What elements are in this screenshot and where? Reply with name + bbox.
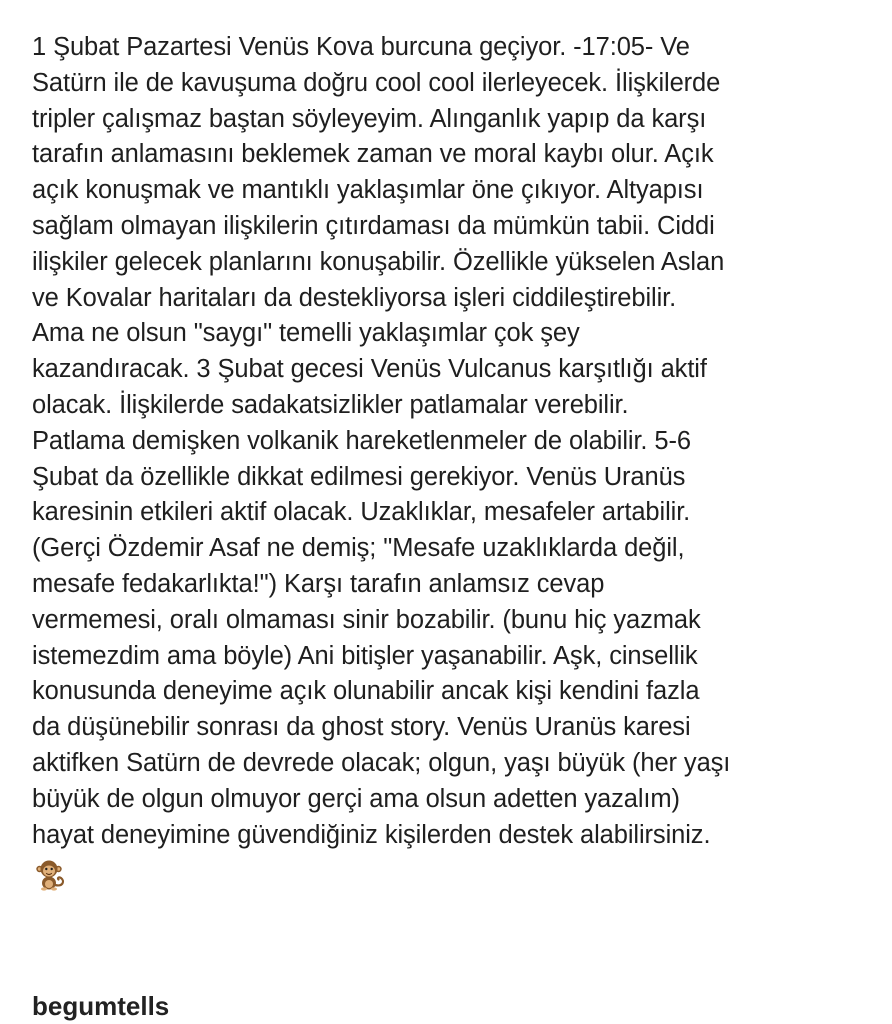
caption-line: kazandıracak. 3 Şubat gecesi Venüs Vulcanus karşıtlığı aktif (32, 355, 707, 384)
caption-line: mesafe fedakarlıkta!") Karşı tarafın anlamsız cevap (32, 569, 605, 598)
caption-line: da düşünebilir sonrası da ghost story. Venüs Uranüs karesi (32, 713, 691, 742)
caption-line: hayat deneyimine güvendiğiniz kişilerden destek alabilirsiniz. (32, 820, 711, 849)
caption-line: tarafın anlamasını beklemek zaman ve moral kaybı olur. Açık (32, 140, 714, 169)
caption-line: Satürn ile de kavuşuma doğru cool cool ilerleyecek. İlişkilerde (32, 68, 721, 97)
author-username[interactable]: begumtells (32, 991, 170, 1021)
post-caption (32, 30, 862, 897)
caption-line: Patlama demişken volkanik hareketlenmeler de olabilir. 5-6 (32, 426, 691, 455)
caption-line: büyük de olgun olmuyor gerçi ama olsun adetten yazalım) (32, 784, 680, 813)
caption-line: karesinin etkileri aktif olacak. Uzaklıklar, mesafeler artabilir. (32, 498, 691, 527)
caption-line: olacak. İlişkilerde sadakatsizlikler patlamalar verebilir. (32, 390, 629, 419)
caption-line: aktifken Satürn de devrede olacak; olgun, yaşı büyük (her yaşı (32, 748, 731, 777)
caption-line: 1 Şubat Pazartesi Venüs Kova burcuna geçiyor. -17:05- Ve (32, 33, 690, 61)
caption-text (32, 30, 862, 853)
caption-line: Şubat da özellikle dikkat edilmesi gerekiyor. Venüs Uranüs (32, 462, 686, 491)
caption-line: ve Kovalar haritaları da destekliyorsa işleri ciddileştirebilir. (32, 283, 677, 312)
emoji-row (32, 853, 862, 897)
monkey-icon (32, 858, 66, 892)
caption-line: tripler çalışmaz baştan söyleyeyim. Alınganlık yapıp da karşı (32, 104, 707, 133)
caption-line: (Gerçi Özdemir Asaf ne demiş; "Mesafe uzaklıklarda değil, (32, 534, 685, 563)
caption-line: sağlam olmayan ilişkilerin çıtırdaması da mümkün tabii. Ciddi (32, 211, 715, 240)
caption-line: vermemesi, oralı olmaması sinir bozabilir. (bunu hiç yazmak (32, 605, 701, 634)
caption-line: açık konuşmak ve mantıklı yaklaşımlar öne çıkıyor. Altyapısı (32, 176, 704, 205)
caption-line: istemezdim ama böyle) Ani bitişler yaşanabilir. Aşk, cinsellik (32, 641, 698, 670)
caption-line: konusunda deneyime açık olunabilir ancak kişi kendini fazla (32, 677, 700, 706)
caption-line: Ama ne olsun "saygı" temelli yaklaşımlar çok şey (32, 319, 580, 348)
caption-line: ilişkiler gelecek planlarını konuşabilir. Özellikle yükselen Aslan (32, 247, 725, 276)
